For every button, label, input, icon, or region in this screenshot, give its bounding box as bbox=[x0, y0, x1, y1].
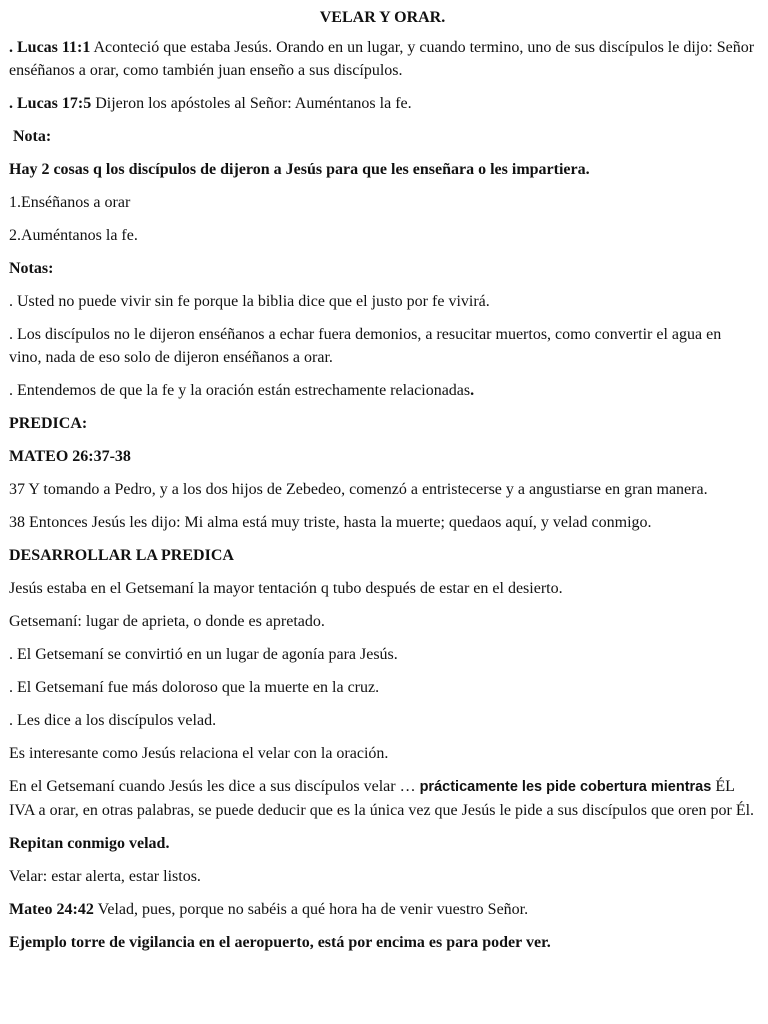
notas-item-2: . Los discípulos no le dijeron enséñanos a echar fuera demonios, a resucitar muertos, como convertir el agua en vino, nada de eso solo de dijeron enséñanos a orar. bbox=[9, 326, 722, 366]
notas-item-1: . Usted no puede vivir sin fe porque la biblia dice que el justo por fe vivirá. bbox=[9, 293, 490, 310]
verse-37: 37 Y tomando a Pedro, y a los dos hijos de Zebedeo, comenzó a entristecerse y a angustiarse en gran manera. bbox=[9, 481, 708, 498]
paragraph-lucas-11-1 bbox=[9, 36, 756, 82]
verse-38: 38 Entonces Jesús les dijo: Mi alma está muy triste, hasta la muerte; quedaos aquí, y velad conmigo. bbox=[9, 514, 652, 531]
verse-text: Dijeron los apóstoles al Señor: Auméntanos la fe. bbox=[91, 95, 412, 112]
mateo-heading: MATEO 26:37-38 bbox=[9, 448, 131, 465]
ejemplo-line: Ejemplo torre de vigilancia en el aeropuerto, está por encima es para poder ver. bbox=[9, 934, 551, 951]
notas-item-3-period: . bbox=[470, 382, 475, 399]
paragraph-lucas-17-5 bbox=[9, 92, 756, 115]
desarrollo-line-1: Jesús estaba en el Getsemaní la mayor tentación q tubo después de estar en el desierto. bbox=[9, 580, 563, 597]
desarrollo-line-7-a: En el Getsemaní cuando Jesús les dice a sus discípulos velar … bbox=[9, 778, 420, 795]
desarrollo-line-6: Es interesante como Jesús relaciona el velar con la oración. bbox=[9, 745, 389, 762]
notas-item-3-text: . Entendemos de que la fe y la oración están estrechamente relacionadas bbox=[9, 382, 471, 399]
desarrollo-line-5: . Les dice a los discípulos velad. bbox=[9, 712, 217, 729]
notas-heading: Notas: bbox=[9, 260, 54, 277]
desarrollo-line-7-c: ÉL IVA a orar, en otras palabras, se puede deducir que es la única vez que Jesús le pide a sus discípulos que oren por Él. bbox=[9, 778, 755, 819]
desarrollo-line-7 bbox=[9, 775, 756, 822]
page-title: VELAR Y ORAR. bbox=[319, 9, 446, 26]
verse-text: Aconteció que estaba Jesús. Orando en un lugar, y cuando termino, uno de sus discípulos le dijo: Señor enséñanos a orar, como también juan enseño a sus discípulos. bbox=[9, 39, 755, 79]
velar-definition: Velar: estar alerta, estar listos. bbox=[9, 868, 201, 885]
desarrollo-line-4: . El Getsemaní fue más doloroso que la muerte en la cruz. bbox=[9, 679, 380, 696]
nota-text: Hay 2 cosas q los discípulos de dijeron a Jesús para que les enseñara o les impartiera. bbox=[9, 161, 590, 178]
verse-ref: . Lucas 17:5 bbox=[9, 95, 92, 112]
verse-text: Velad, pues, porque no sabéis a qué hora ha de venir vuestro Señor. bbox=[93, 901, 529, 918]
predica-heading: PREDICA: bbox=[9, 415, 88, 432]
list-item-2: 2.Auméntanos la fe. bbox=[9, 227, 138, 244]
notas-item-3 bbox=[9, 379, 756, 402]
list-item-1: 1.Enséñanos a orar bbox=[9, 194, 131, 211]
nota-heading: Nota: bbox=[13, 128, 52, 145]
desarrollar-heading: DESARROLLAR LA PREDICA bbox=[9, 547, 234, 564]
repitan-line: Repitan conmigo velad. bbox=[9, 835, 170, 852]
verse-ref: . Lucas 11:1 bbox=[9, 39, 91, 56]
desarrollo-line-7-b: prácticamente les pide cobertura mientras bbox=[419, 779, 712, 795]
desarrollo-line-3: . El Getsemaní se convirtió en un lugar de agonía para Jesús. bbox=[9, 646, 398, 663]
desarrollo-line-2: Getsemaní: lugar de aprieta, o donde es apretado. bbox=[9, 613, 325, 630]
verse-ref: Mateo 24:42 bbox=[9, 901, 94, 918]
paragraph-mateo-24-42 bbox=[9, 898, 756, 921]
